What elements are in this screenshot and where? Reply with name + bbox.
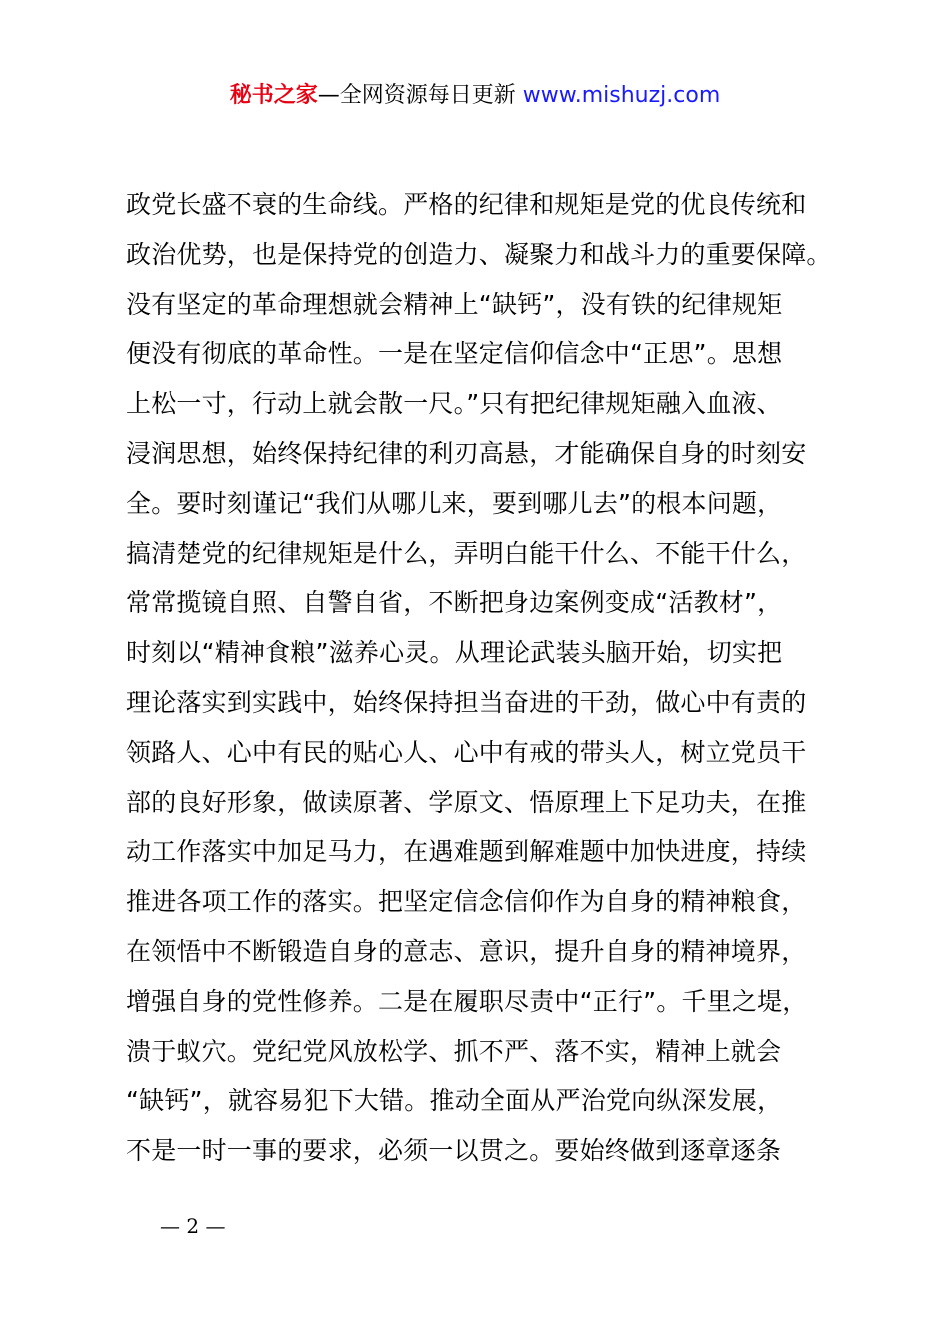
- text-line: 在领悟中不断锻造自身的意志、意识，提升自身的精神境界，: [126, 936, 807, 966]
- text-line: 常常揽镜自照、自警自省，不断把身边案例变成“活教材”，: [126, 588, 783, 618]
- text-line: 溃于蚁穴。党纪党风放松学、抓不严、落不实，精神上就会: [126, 1036, 782, 1066]
- text-line: “缺钙”，就容易犯下大错。推动全面从严治党向纵深发展，: [126, 1086, 783, 1116]
- brand-name: 秘书之家: [229, 83, 318, 108]
- text-line: 推进各项工作的落实。把坚定信念信仰作为自身的精神粮食，: [126, 887, 807, 917]
- text-line: 政党长盛不衰的生命线。严格的纪律和规矩是党的优良传统和: [126, 190, 807, 219]
- text-line: 时刻以“精神食粮”滋养心灵。从理论武装头脑开始，切实把: [126, 638, 783, 668]
- text-line: 全。要时刻谨记“我们从哪儿来，要到哪儿去”的根本问题，: [126, 488, 783, 518]
- text-line: 搞清楚党的纪律规矩是什么，弄明白能干什么、不能干什么，: [126, 538, 807, 568]
- text-line: 不是一时一事的要求，必须一以贯之。要始终做到逐章逐条: [126, 1136, 782, 1166]
- text-line: 增强自身的党性修养。二是在履职尽责中“正行”。千里之堤，: [126, 986, 808, 1016]
- text-line: 没有坚定的革命理想就会精神上“缺钙”，没有铁的纪律规矩: [126, 289, 783, 319]
- header-tagline: —全网资源每日更新: [317, 83, 523, 108]
- document-body: [126, 180, 846, 1176]
- text-line: 便没有彻底的革命性。一是在坚定信仰信念中“正思”。思想: [126, 339, 783, 369]
- text-line: 政治优势，也是保持党的创造力、凝聚力和战斗力的重要保障。: [126, 239, 832, 269]
- site-url-link[interactable]: www.mishuzj.com: [522, 83, 721, 108]
- page-header: [0, 80, 950, 112]
- text-line: 理论落实到实践中，始终保持担当奋进的干劲，做心中有责的: [126, 687, 807, 717]
- text-line: 动工作落实中加足马力，在遇难题到解难题中加快进度，持续: [126, 837, 807, 867]
- text-line: 浸润思想，始终保持纪律的利刃高悬，才能确保自身的时刻安: [126, 438, 807, 468]
- text-line: 上松一寸，行动上就会散一尺。”只有把纪律规矩融入血液、: [126, 389, 782, 419]
- page-number: — 2 —: [160, 1214, 226, 1238]
- text-line: 领路人、心中有民的贴心人、心中有戒的带头人，树立党员干: [126, 737, 807, 767]
- text-line: 部的良好形象，做读原著、学原文、悟原理上下足功夫，在推: [126, 787, 807, 817]
